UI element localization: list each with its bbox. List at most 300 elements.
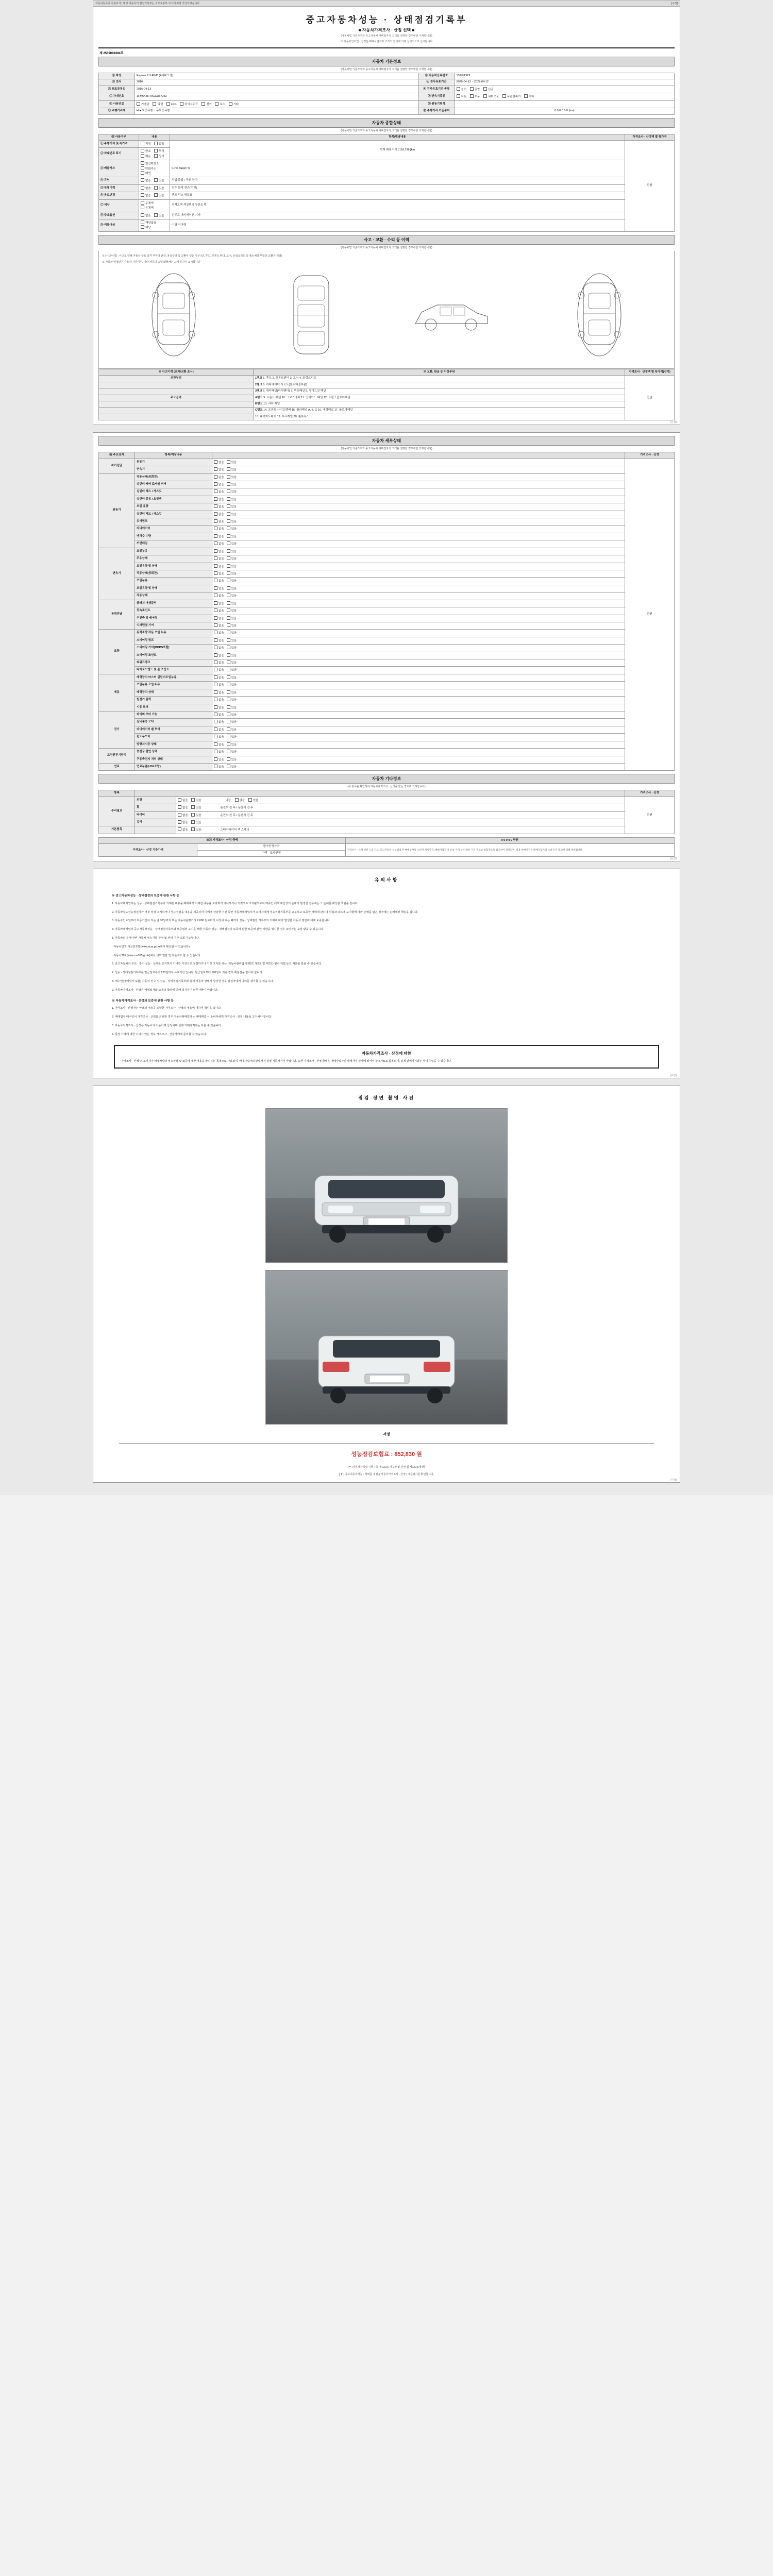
other-tire-pos: 운전석 전 후 / 동반석 전 후 <box>220 814 254 817</box>
notice-item-9: 9. 자동차가격조사 · 산정은 매매업자와 고객의 합의에 의해 실시하며 의무사항이 아닙니다. <box>112 988 219 992</box>
overall-key-7: ⑦ 색상 <box>99 199 139 212</box>
basic-label-12: ⑫ 주행거리 기준수치 <box>418 108 455 114</box>
checkbox-detail-yes[interactable]: 있음 <box>227 668 237 672</box>
accident-band-sub: (자동차법 기준가격과 중고자동차 매매업자가 고객을 설명한 경우에만 기재합니다) <box>341 246 432 249</box>
checkbox-detail-none[interactable]: 없음 <box>214 549 224 554</box>
basic-label-3: ③ 연식 <box>99 79 135 86</box>
notice-head-2: ※ 자동차가격조사 · 산정의 보증에 관한 사항 등 <box>112 999 174 1003</box>
detail-item-options <box>212 585 625 592</box>
checkbox-detail-none[interactable]: 없음 <box>214 742 224 747</box>
table-row <box>99 704 675 711</box>
photo-front-car <box>301 1157 472 1250</box>
checkbox-detail-yes[interactable]: 있음 <box>227 675 237 680</box>
table-row <box>99 667 675 674</box>
checkbox-detail-none[interactable]: 없음 <box>214 698 224 702</box>
table-row <box>99 630 675 637</box>
checkbox-detail-none[interactable]: 없음 <box>214 683 224 687</box>
overall-key-9: ⑨ 리콜대상 <box>99 219 139 232</box>
checkbox-detail-none[interactable]: 없음 <box>214 713 224 717</box>
checkbox-detail-yes[interactable]: 있음 <box>227 690 237 695</box>
checkbox-special-none[interactable]: 없음 <box>141 186 151 191</box>
checkbox-detail-yes[interactable]: 있음 <box>227 646 237 650</box>
checkbox-fuel-etc[interactable]: 기타 <box>229 102 239 107</box>
checkbox-detail-yes[interactable]: 있음 <box>227 519 237 524</box>
basic-value-10 <box>455 100 674 108</box>
table-row <box>99 199 675 212</box>
checkbox-detail-none[interactable]: 없음 <box>214 467 224 472</box>
checkbox-int-yes[interactable]: 있음 <box>248 798 259 803</box>
checkbox-detail-none[interactable]: 없음 <box>214 631 224 635</box>
table-row <box>99 763 675 770</box>
detail-item-options <box>212 741 625 748</box>
checkbox-usechange-none[interactable]: 없음 <box>141 193 151 198</box>
checkbox-detail-none[interactable]: 없음 <box>214 660 224 665</box>
detail-item-options <box>212 749 625 756</box>
checkbox-detail-yes[interactable]: 있음 <box>227 608 237 613</box>
checkbox-detail-yes[interactable]: 있음 <box>227 757 237 762</box>
car-diagram-row <box>101 266 672 365</box>
basic-value-8 <box>455 93 674 100</box>
table-row <box>99 734 675 741</box>
basic-label-7: ⑦ 차대번호 <box>99 93 135 100</box>
table-row <box>99 826 675 834</box>
detail-item-options <box>212 503 625 511</box>
checkbox-detail-none[interactable]: 없음 <box>214 638 224 643</box>
checkbox-detail-yes[interactable]: 있음 <box>227 623 237 628</box>
notice-item-3: 3. 자동차인도일부터 보증기간이 되는 날 30일까지 또는 자동차운행거리 2,000 킬로미터 이상이 되는 때까지 성능 · 상태점검 기록부의 기재에 따라 발생한 자동차 결함에 대해 보증합니다. <box>112 919 330 923</box>
checkbox-trans-auto[interactable]: 자동 <box>457 94 467 99</box>
checkbox-detail-none[interactable]: 없음 <box>214 765 224 769</box>
accident-parts-title: ※ 교환, 판금 등 이상부위 <box>254 369 625 375</box>
checkbox-detail-none[interactable]: 없음 <box>214 690 224 695</box>
accident-diagram-section <box>98 251 675 369</box>
table-row <box>99 756 675 763</box>
checkbox-detail-none[interactable]: 없음 <box>214 534 224 539</box>
detail-table-body <box>99 459 675 771</box>
checkbox-detail-yes[interactable]: 있음 <box>227 504 237 509</box>
table-header-row <box>99 452 675 459</box>
detail-item-label: 냉각수 수량 <box>135 533 212 540</box>
basic-label-6: ⑥ 검사유효기간 종류 <box>418 86 455 93</box>
checkbox-detail-none[interactable]: 없음 <box>214 623 224 628</box>
checkbox-fuel-ev[interactable]: 전기 <box>201 102 212 107</box>
table-row <box>99 804 675 811</box>
checkbox-ext-yes[interactable]: 있음 <box>191 798 201 803</box>
checkbox-int-none[interactable]: 없음 <box>235 798 245 803</box>
checkbox-option-none[interactable]: 없음 <box>141 213 151 218</box>
checkbox-detail-none[interactable]: 없음 <box>214 653 224 658</box>
checkbox-fuel-hybrid[interactable]: 하이브리드 <box>180 102 198 107</box>
checkbox-detail-none[interactable]: 없음 <box>214 608 224 613</box>
checkbox-option-yes[interactable]: 있음 <box>154 213 164 218</box>
overall-opts-7 <box>139 199 170 212</box>
checkbox-wheel-yes[interactable]: 있음 <box>191 805 201 810</box>
checkbox-detail-yes[interactable]: 있음 <box>227 616 237 621</box>
other-sub-tire: 타이어 <box>135 811 176 819</box>
checkbox-detail-none[interactable]: 없음 <box>214 541 224 546</box>
detail-item-options <box>212 667 625 674</box>
other-key-basic: 기본품목 <box>99 826 135 834</box>
checkbox-emission-co[interactable]: 일산화탄소 <box>141 161 159 166</box>
overall-opts-9 <box>139 219 170 232</box>
detail-item-options <box>212 756 625 763</box>
checkbox-detail-yes[interactable]: 있음 <box>227 475 237 480</box>
detail-item-label: 와이퍼 모터 기능 <box>135 711 212 719</box>
checkbox-detail-yes[interactable]: 있음 <box>227 512 237 517</box>
checkbox-fuel-diesel[interactable]: 디젤 <box>153 102 163 107</box>
checkbox-detail-yes[interactable]: 있음 <box>227 705 237 710</box>
checkbox-inspection-type-3[interactable]: 신규 <box>483 87 494 92</box>
checkbox-detail-none[interactable]: 없음 <box>214 504 224 509</box>
checkbox-detail-none[interactable]: 없음 <box>214 727 224 732</box>
overall-opts-5 <box>139 184 170 192</box>
checkbox-recall-na[interactable]: 해당없음 <box>141 221 156 225</box>
parts-group-2 <box>99 382 254 388</box>
checkbox-detail-none[interactable]: 없음 <box>214 460 224 465</box>
notice-link-2[interactable]: · 자동차365 (www.car365.go.kr)에서 내역 열람 및 다운로드 할 수 있습니다 <box>112 954 200 957</box>
detail-item-label: 파워크랭크 <box>135 659 212 667</box>
car-diagram-side-right <box>410 292 493 338</box>
detail-item-label: 주유상태 <box>135 555 212 563</box>
other-label-interior: 내장 <box>225 799 231 802</box>
table-row <box>99 652 675 659</box>
page-desc-2: ※ 자동차인도일 · 산정은 매매사업자와 고객의 합의에 의해 선택적으로 실시됩니다 <box>340 40 433 43</box>
checkbox-detail-none[interactable]: 없음 <box>214 556 224 561</box>
table-row <box>99 659 675 667</box>
checkbox-glass-none[interactable]: 없음 <box>178 820 188 825</box>
detail-item-options <box>212 526 625 533</box>
checkbox-basic-yes[interactable]: 있음 <box>191 827 201 832</box>
detail-item-label: 작동상태(공회전) <box>135 473 212 481</box>
checkbox-detail-yes[interactable]: 있음 <box>227 541 237 546</box>
detail-item-options <box>212 630 625 637</box>
checkbox-detail-yes[interactable]: 있음 <box>227 638 237 643</box>
overall-band: 자동차 종합상태 <box>98 118 675 128</box>
checkbox-detail-none[interactable]: 없음 <box>214 579 224 583</box>
checkbox-fuel-gasoline[interactable]: 가솔린 <box>137 102 149 107</box>
parts-rank-2: 2랭크 <box>255 383 262 386</box>
detail-band: 자동차 세부상태 <box>98 436 675 446</box>
checkbox-detail-none[interactable]: 없음 <box>214 564 224 569</box>
accident-parts-table <box>98 369 675 420</box>
overall-table <box>98 134 675 232</box>
checkbox-detail-yes[interactable]: 있음 <box>227 683 237 687</box>
table-header-row <box>99 369 675 375</box>
checkbox-tire-yes[interactable]: 있음 <box>191 813 201 818</box>
table-row <box>99 749 675 756</box>
checkbox-detail-none[interactable]: 없음 <box>214 594 224 598</box>
detail-item-options <box>212 645 625 652</box>
checkbox-tire-none[interactable]: 없음 <box>178 813 188 818</box>
checkbox-detail-none[interactable]: 없음 <box>214 646 224 650</box>
detail-group-2: 원동기 <box>99 473 135 548</box>
checkbox-detail-none[interactable]: 없음 <box>214 527 224 531</box>
table-row <box>99 622 675 629</box>
checkbox-color-chroma[interactable]: 유채색 <box>141 206 154 210</box>
page-subtitle: ■ 자동차가격조사 · 산정 선택 ■ <box>358 28 415 32</box>
other-wheel-pos: 운전석 전 후 / 동반석 전 후 <box>220 806 254 810</box>
checkbox-fuel-h2[interactable]: 수소 <box>215 102 225 107</box>
checkbox-detail-yes[interactable]: 있음 <box>227 720 237 724</box>
browser-topbar <box>93 0 680 7</box>
notice-item-5: 5. 자동차의 운행 관련 자동차 성능기록 작성 및 관리 기관 조회 가능합니다. <box>112 937 200 940</box>
price-unit: 0 0 0 0 0 만원 <box>345 837 674 843</box>
checkbox-glass-yes[interactable]: 있음 <box>191 820 201 825</box>
checkbox-detail-yes[interactable]: 있음 <box>227 594 237 598</box>
table-row <box>99 637 675 644</box>
detail-item-label: 실린더 커버 로커암 커버 <box>135 481 212 488</box>
table-row <box>99 711 675 719</box>
table-row <box>99 473 675 481</box>
table-row <box>99 192 675 199</box>
detail-item-options <box>212 555 625 563</box>
checkbox-vin-damage[interactable]: 훼손 <box>141 154 151 159</box>
table-row <box>99 212 675 219</box>
basic-value-11: H ● 보증유형 ○ 무보증유형 <box>135 108 419 114</box>
checkbox-detail-none[interactable]: 없음 <box>214 705 224 710</box>
checkbox-detail-none[interactable]: 없음 <box>214 586 224 591</box>
detail-item-label: 디퍼렌셜 기어 <box>135 622 212 629</box>
checkbox-detail-none[interactable]: 없음 <box>214 489 224 494</box>
sheet-1-footer: (수정) <box>670 421 677 425</box>
detail-item-label: 실내송풍 모터 <box>135 719 212 726</box>
checkbox-detail-yes[interactable]: 있음 <box>227 742 237 747</box>
accident-note-2: ※ 자동차 앞뒷면은 승용차 기준이며, 기타 차종의 승합 화물차는 그에 준하여 표시합니다 <box>102 260 200 264</box>
sheet-page-2 <box>93 432 680 861</box>
notice-body <box>98 893 675 1037</box>
detail-item-label: 워터펌프 <box>135 518 212 526</box>
detail-item-label: 연료누출(LPG포함) <box>135 763 212 770</box>
checkbox-emission-hc[interactable]: 탄화수소 <box>141 166 156 171</box>
detail-item-label: 변속기 <box>135 466 212 473</box>
detail-col-3 <box>212 452 625 459</box>
checkbox-detail-yes[interactable]: 있음 <box>227 534 237 539</box>
checkbox-basic-none[interactable]: 없음 <box>178 827 188 832</box>
checkbox-detail-none[interactable]: 없음 <box>214 750 224 754</box>
checkbox-detail-yes[interactable]: 있음 <box>227 735 237 739</box>
checkbox-detail-yes[interactable]: 있음 <box>227 489 237 494</box>
notice-item-2: 2. 자동차양도성능점검자가 거짓 점검 고지하거나 성능점검을 내용을 제공하여 이에게 상당한 기간 동안 자동차매매업자가 소비자에게 성능점검기록부를 교부하고 보증한 매매에 관하여 사실과 다르게 고지함에 따라 손해를 입은 경우에는 손해배상 책임을 집니다. <box>112 910 418 914</box>
checkbox-trans-cvt[interactable]: 무단변속기 <box>502 94 521 99</box>
checkbox-detail-none[interactable]: 없음 <box>214 512 224 517</box>
detail-item-label: 오일누유 <box>135 578 212 585</box>
checkbox-ext-none[interactable]: 없음 <box>178 798 188 803</box>
checkbox-trans-etc[interactable]: 기타 <box>524 94 534 99</box>
detail-group-5: 조향 <box>99 630 135 674</box>
detail-item-label: 원동기 <box>135 459 212 466</box>
checkbox-detail-yes[interactable]: 있음 <box>227 660 237 665</box>
detail-item-label: 실린더 블록 / 오일팬 <box>135 496 212 503</box>
notice-title: 유의사항 <box>374 877 399 883</box>
checkbox-detail-none[interactable]: 없음 <box>214 668 224 672</box>
checkbox-vin-ok[interactable]: 양호 <box>141 149 151 154</box>
detail-item-label: 작동상태 <box>135 592 212 600</box>
checkbox-detail-yes[interactable]: 있음 <box>227 698 237 702</box>
checkbox-detail-yes[interactable]: 있음 <box>227 713 237 717</box>
checkbox-detail-none[interactable]: 없음 <box>214 497 224 502</box>
detail-item-label: 베력장치 상태 <box>135 689 212 696</box>
sheet-page-3 <box>93 869 680 1078</box>
checkbox-detail-none[interactable]: 없음 <box>214 735 224 739</box>
checkbox-tuning-yes[interactable]: 있음 <box>154 178 164 183</box>
checkbox-detail-yes[interactable]: 있음 <box>227 750 237 754</box>
checkbox-trans-semi[interactable]: 세미오토 <box>483 94 499 99</box>
checkbox-inspection-type-1[interactable]: 정기 <box>457 87 467 92</box>
detail-item-label: 라디에이터 <box>135 526 212 533</box>
checkbox-detail-yes[interactable]: 있음 <box>227 727 237 732</box>
parts-list-5: 13. 리어 패널 <box>263 402 280 405</box>
detail-price-col: 만원 <box>625 459 675 771</box>
basic-label-4: ④ 검사유효기간 <box>418 79 455 86</box>
overall-extra-5: 침수 화재 전손(수리) <box>170 184 625 192</box>
fee-amount: 성능점검보험료 : 852,830 원 <box>351 1451 422 1458</box>
checkbox-emission-smoke[interactable]: 매연 <box>141 171 151 176</box>
checkbox-trans-manual[interactable]: 수동 <box>470 94 480 99</box>
checkbox-detail-yes[interactable]: 있음 <box>227 586 237 591</box>
basic-value-1: Exploer 2.3 AWD (4세대모델) <box>135 73 419 79</box>
other-band-sub: (유 항목을 확인하여 자동차가격조사 · 산정을 받는 경우에 기재합니다) <box>347 785 426 789</box>
detail-item-options <box>212 697 625 704</box>
parts-rank-4: A랭크 <box>255 396 263 399</box>
checkbox-detail-yes[interactable]: 있음 <box>227 549 237 554</box>
detail-item-label: 방향지시등 상태 <box>135 741 212 748</box>
detail-item-label: 배력장치 마스터 실린더오일누유 <box>135 674 212 681</box>
parts-rank-6: C랭크 <box>255 409 263 412</box>
table-row <box>99 741 675 748</box>
table-header-row <box>99 837 675 843</box>
detail-item-label: 빌전기 출력 <box>135 697 212 704</box>
table-row <box>99 592 675 600</box>
sheet-page-1 <box>93 7 680 425</box>
notice2-item-1: 1. 가격조사 · 산정자는 아래의 내용을 포함한 가격조사 · 산정의 내용에 대하여 책임을 집니다. <box>112 1007 222 1010</box>
checkbox-detail-none[interactable]: 없음 <box>214 720 224 724</box>
other-col-1: 항목 <box>99 790 135 796</box>
detail-item-label: 작동상태(공회전) <box>135 570 212 577</box>
checkbox-detail-yes[interactable]: 있음 <box>227 631 237 635</box>
detail-item-label: 실린더 헤드 / 개스킷 <box>135 488 212 496</box>
checkbox-detail-none[interactable]: 없음 <box>214 482 224 487</box>
detail-item-label: 스티어링 기어(MDPS포함) <box>135 645 212 652</box>
checkbox-detail-yes[interactable]: 있음 <box>227 601 237 606</box>
checkbox-detail-yes[interactable]: 있음 <box>227 765 237 769</box>
overall-col-2: 내용 <box>139 134 170 140</box>
checkbox-wheel-none[interactable]: 없음 <box>178 805 188 810</box>
detail-item-options <box>212 607 625 615</box>
basic-value-7: 1FM5K8HT0GGA67252 <box>135 93 419 100</box>
photos-title: 점검 장면 촬영 사진 <box>358 1095 415 1100</box>
checkbox-vin-diff[interactable]: 상이 <box>154 154 164 159</box>
car-diagram-top <box>280 268 342 361</box>
parts-rank-5: B랭크 <box>255 402 263 405</box>
checkbox-detail-yes[interactable]: 있음 <box>227 467 237 472</box>
photo-rear-car <box>304 1320 469 1411</box>
checkbox-fuel-lpg[interactable]: LPG <box>166 102 177 107</box>
checkbox-detail-yes[interactable]: 있음 <box>227 564 237 569</box>
checkbox-detail-yes[interactable]: 있음 <box>227 527 237 531</box>
parts-list-2: 5. 라디에이터 서포트(볼트체결부품) <box>263 383 307 386</box>
price-table <box>98 837 675 857</box>
detail-item-options <box>212 548 625 555</box>
checkbox-detail-yes[interactable]: 있음 <box>227 653 237 658</box>
parts-rank-row-6 <box>254 408 625 414</box>
checkbox-detail-none[interactable]: 없음 <box>214 757 224 762</box>
other-table <box>98 790 675 834</box>
checkbox-detail-none[interactable]: 없음 <box>214 616 224 621</box>
checkbox-detail-none[interactable]: 없음 <box>214 675 224 680</box>
photos-footer-1: [ ** ]자동차관리법 시행규칙 제 120조 제 2항 및 관련 법 제120조제4항 <box>347 1465 426 1469</box>
checkbox-detail-none[interactable]: 없음 <box>214 475 224 480</box>
table-row <box>99 607 675 615</box>
checkbox-vin-corrosion[interactable]: 부식 <box>154 149 164 154</box>
checkbox-mileage-many[interactable]: 많음 <box>154 142 164 146</box>
checkbox-detail-yes[interactable]: 있음 <box>227 571 237 576</box>
notice-highlight-box <box>114 1045 659 1069</box>
signature-label: 서명 <box>383 1432 390 1436</box>
detail-item-options <box>212 711 625 719</box>
checkbox-mileage-ok[interactable]: 적정 <box>141 142 151 146</box>
table-row <box>99 585 675 592</box>
notice2-item-3: 3. 자동차가격조사 · 산정은 자동차의 기준가격 산정이며 실제 거래가격과는 다를 수 있습니다. <box>112 1024 222 1027</box>
detail-group-7: 전기 <box>99 711 135 749</box>
basic-value-2: 131허1929 <box>455 73 674 79</box>
parts-list-7: 18. 패키지트레이 19. 루프레일 20. 휠하우스 <box>255 415 309 418</box>
parts-group-5 <box>99 401 254 407</box>
other-basic-items: 스페어타이어 잭 스패너 <box>220 828 249 832</box>
detail-item-label: 시동 모터 <box>135 704 212 711</box>
notice-box-body: "가격조사 · 산정"은 소비자가 매매차량의 성능점검 및 보증에 대한 내용을 확인하는 목적으로 사용되며, 매매사업자의 판매가격 결정 기준가격이 아닙니다. 또한 가격조사 · 산정 금액은 매매사업자의 매매가격 결정에 있어서 참고자료로 활용되며, 실제 판매가격과는 차이가 있을 수 있습니다. <box>120 1059 452 1063</box>
overall-band-sub: (자동차법 기준가격과 중고자동차 매매업자가 고객을 설명한 경우에만 기재합니다) <box>341 129 432 132</box>
detail-item-options <box>212 466 625 473</box>
table-row <box>99 570 675 577</box>
notice-link-1[interactable]: · 자동차민원 대국민포털(www.ecar.go.kr에서 확인할 수 있습니다) <box>112 945 190 948</box>
notice2-item-2: 2. 매매업자 매수인이 가격조사 · 산정을 의뢰한 경우 자동차매매업자는 매매계약 시 소비자에게 가격조사 · 산정 내용을 고지해야 합니다. <box>112 1015 272 1019</box>
table-row <box>99 518 675 526</box>
checkbox-inspection-type-2[interactable]: 종합 <box>470 87 480 92</box>
checkbox-tuning-none[interactable]: 없음 <box>141 178 151 183</box>
checkbox-detail-yes[interactable]: 있음 <box>227 460 237 465</box>
basic-value-4: 2025-04-13 ~ 2027-04-12 <box>455 79 674 86</box>
overall-col-3: 항목/해당내용 <box>170 134 625 140</box>
car-diagram-front-right <box>561 268 638 361</box>
detail-col-2: 항목/해당내용 <box>135 452 212 459</box>
sheet-3-footer: (수정) <box>670 1074 677 1077</box>
signature-line <box>119 1443 654 1444</box>
checkbox-detail-yes[interactable]: 있음 <box>227 579 237 583</box>
checkbox-detail-none[interactable]: 없음 <box>214 571 224 576</box>
checkbox-special-yes[interactable]: 있음 <box>154 186 164 191</box>
detail-item-options <box>212 763 625 770</box>
checkbox-detail-none[interactable]: 없음 <box>214 519 224 524</box>
other-opts-wheel <box>176 804 625 811</box>
checkbox-usechange-yes[interactable]: 있음 <box>154 193 164 198</box>
table-row <box>99 388 675 395</box>
sheet-page-4 <box>93 1086 680 1483</box>
other-col-4: 가격조사 · 산정 <box>625 790 675 796</box>
sheet-4-footer: (수정) <box>670 1478 677 1482</box>
table-row <box>99 844 675 850</box>
detail-item-options <box>212 637 625 644</box>
checkbox-detail-none[interactable]: 없음 <box>214 601 224 606</box>
table-row <box>99 401 675 407</box>
checkbox-color-mono[interactable]: 무채색 <box>141 201 154 206</box>
checkbox-detail-yes[interactable]: 있음 <box>227 556 237 561</box>
checkbox-recall-yes[interactable]: 해당 <box>141 225 151 230</box>
checkbox-detail-yes[interactable]: 있음 <box>227 497 237 502</box>
table-row <box>99 108 675 114</box>
overall-extra-9: 이행 미이행 <box>170 219 625 232</box>
overall-opts-2 <box>139 148 170 160</box>
checkbox-detail-yes[interactable]: 있음 <box>227 482 237 487</box>
